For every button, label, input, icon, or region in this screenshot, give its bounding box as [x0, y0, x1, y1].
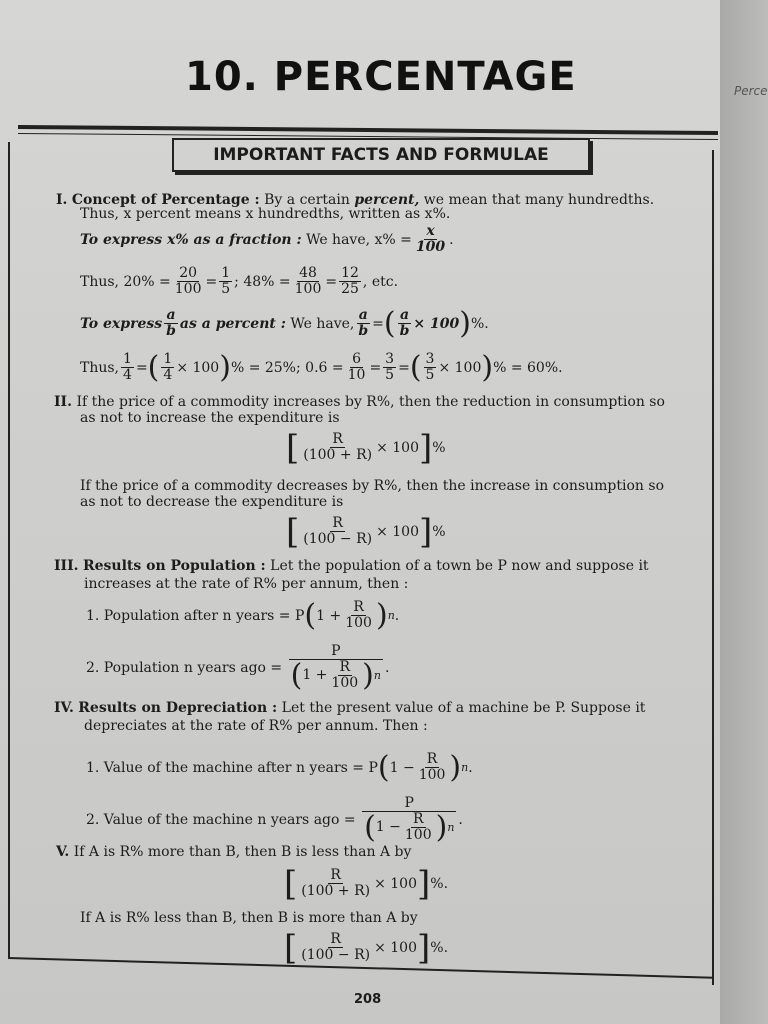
frame-right [712, 150, 714, 985]
page-number: 208 [354, 992, 382, 1007]
section-1-line-2: Thus, x percent means x hundredths, written as x%. [80, 206, 451, 222]
chapter-title: 10. PERCENTAGE [185, 54, 577, 100]
value-after-formula: 1. Value of the machine after n years = P ( 1 − $\frac{R}{100}$ ) n . [86, 749, 473, 785]
section-1-line-1: I. Concept of Percentage : By a certain percent, we mean that many hundredths. [56, 192, 655, 208]
next-page-edge [720, 0, 768, 1024]
more-than-formula: [ $\frac{R}{(100 - R)}$ × 100 ] %. [284, 927, 449, 968]
section-2-line-3: If the price of a commodity decreases by R%, then the increase in consumption so [80, 478, 664, 494]
section-3-line-1: III. Results on Population : Let the population of a town be P now and suppose it [54, 558, 649, 574]
section-4-line-2: depreciates at the rate of R% per annum. Then : [84, 718, 428, 734]
population-ago-formula: 2. Population n years ago = P ( 1 + $\frac{R}{100}$ ) n . [86, 643, 390, 693]
section-1-roman: I. [56, 192, 68, 208]
next-page-peek-text: Perce [734, 84, 768, 98]
fraction-examples: Thus, 20% = $\frac{20}{100}$ = $\frac{1}{5}$ ; 48% = $\frac{48}{100}$ = $\frac{12}{25}$ , etc. [80, 265, 399, 297]
section-5-line-2: If A is R% less than B, then B is more than A by [80, 910, 418, 926]
frame-left [8, 142, 10, 957]
percent-examples: Thus, $\frac{1}{4}$ = ( $\frac{1}{4}$ × 100 ) % = 25%; 0.6 = $\frac{6}{10}$ = $\frac{3}{5}$ = ( $\frac{3}{5}$ × 100 ) % = 60%. [80, 349, 563, 385]
section-4-line-1: IV. Results on Depreciation : Let the present value of a machine be P. Suppose it [54, 700, 646, 716]
population-after-formula: 1. Population after n years = P ( 1 + $\frac{R}{100}$ ) n . [86, 597, 400, 633]
section-2-line-1: II. If the price of a commodity increases by R%, then the reduction in consumption so [54, 394, 665, 410]
section-3-line-2: increases at the rate of R% per annum, then : [84, 576, 409, 592]
section-2-line-2: as not to increase the expenditure is [80, 410, 340, 426]
section-5-line-1: V. If A is R% more than B, then B is less than A by [56, 844, 412, 860]
section-title: IMPORTANT FACTS AND FORMULAE [172, 138, 590, 172]
reduction-formula: [ $\frac{R}{(100 + R)}$ × 100 ] % [286, 427, 446, 468]
percent-formula: To express $\frac{a}{b}$ as a percent : We have, $\frac{a}{b}$ = ( $\frac{a}{b}$ × 100 ) %. [80, 305, 489, 341]
section-2-line-4: as not to decrease the expenditure is [80, 494, 344, 510]
increase-formula: [ $\frac{R}{(100 - R)}$ × 100 ] % [286, 511, 446, 552]
value-ago-formula: 2. Value of the machine n years ago = P ( 1 − $\frac{R}{100}$ ) n . [86, 795, 463, 845]
fraction-formula: To express x% as a fraction : We have, x% = $\frac{x}{100}$ . [80, 223, 454, 255]
less-than-formula: [ $\frac{R}{(100 + R)}$ × 100 ] %. [284, 863, 449, 904]
